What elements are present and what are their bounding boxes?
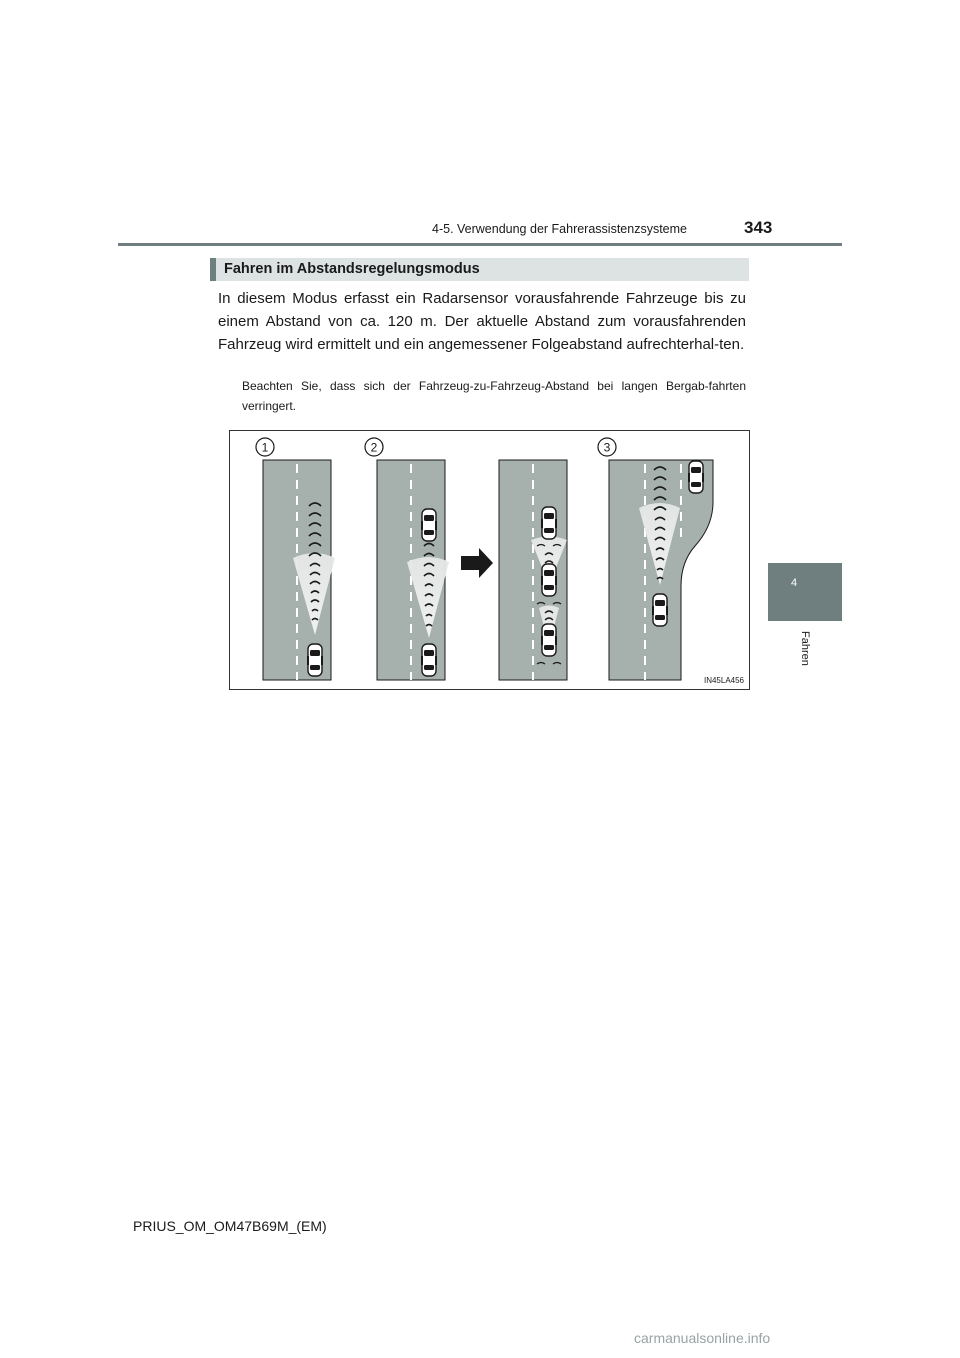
step-label-2 [365, 438, 383, 456]
document-id: PRIUS_OM_OM47B69M_(EM) [133, 1218, 327, 1234]
preceding-vehicle-icon [542, 564, 556, 596]
section-note: Beachten Sie, dass sich der Fahrzeug-zu-Fahrzeug-Abstand bei langen Bergab-fahrten verringert. [242, 379, 746, 413]
own-vehicle-icon [308, 644, 322, 676]
own-vehicle-icon [653, 594, 667, 626]
section-body: In diesem Modus erfasst ein Radarsensor vorausfahrende Fahrzeuge bis zu einem Abstand von ca. 120 m. Der aktuelle Abstand zum vorausfahrenden Fahrzeug wird ermittelt und ein angemessener Folgeabstand aufrechterhal-ten. [218, 290, 746, 353]
section-heading: Fahren im Abstandsregelungsmodus [224, 261, 480, 277]
step-label-2-text: 2 [370, 440, 378, 455]
preceding-vehicle-icon [542, 507, 556, 539]
preceding-vehicle-icon [422, 509, 436, 541]
distance-control-figure [229, 430, 750, 690]
road-panel-following [499, 460, 567, 680]
chapter-number: 4 [791, 577, 798, 589]
step-label-3 [598, 438, 616, 456]
section-path: 4-5. Verwendung der Fahrerassistenzsysteme [432, 222, 687, 236]
preceding-vehicle-icon [689, 461, 703, 493]
chapter-label: Fahren [799, 631, 811, 666]
step-label-1-text: 1 [261, 440, 269, 455]
figure-image-code: IN45LA456 [703, 676, 744, 685]
own-vehicle-icon [542, 624, 556, 656]
step-label-1 [256, 438, 274, 456]
header-rule [118, 243, 842, 246]
watermark-link[interactable]: carmanualsonline.info [634, 1330, 771, 1346]
chapter-tab [768, 563, 842, 621]
page-number: 343 [744, 218, 773, 237]
own-vehicle-icon [422, 644, 436, 676]
section-heading-accent [210, 258, 216, 281]
step-label-3-text: 3 [603, 440, 611, 455]
